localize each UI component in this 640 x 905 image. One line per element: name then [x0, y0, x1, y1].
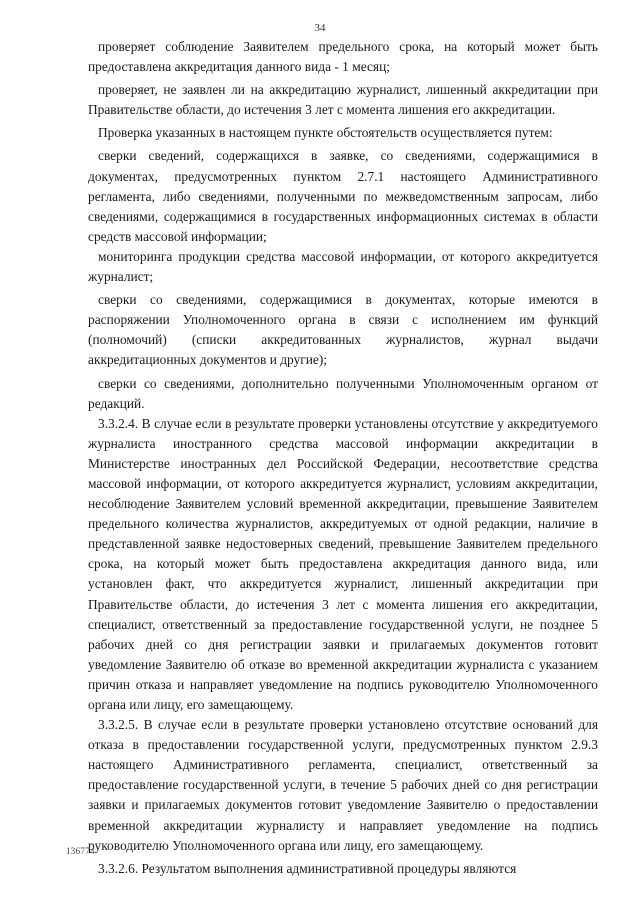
- paragraph: мониторинга продукции средства массовой информации, от которого аккредитуется журналист;: [88, 248, 598, 285]
- paragraph: проверяет, не заявлен ли на аккредитацию журналист, лишенный аккредитации при Правительстве области, до истечения 3 лет с момента лишения его аккредитации.: [88, 82, 598, 118]
- paragraph: сверки со сведениями, дополнительно полученными Уполномоченным органом от редакций.: [88, 375, 598, 411]
- document-code: 136774: [66, 846, 95, 856]
- document-body: [88, 37, 598, 879]
- paragraph: 3.3.2.5. В случае если в результате проверки установлено отсутствие оснований для отказа в предоставлении государственной услуги, предусмотренных пунктом 2.9.3 настоящего Административного регламента, специалист, ответственный за предоставление государственной услуги, в течение 5 рабочих дней со дня регистрации заявки и прилагаемых документов готовит уведомление Заявителю о предоставлении временной аккредитации журналисту и направляет уведомление на подпись руководителю Уполномоченного органа или лицу, его замещающему.: [88, 717, 598, 853]
- paragraph: 3.3.2.6. Результатом выполнения административной процедуры являются: [98, 860, 517, 876]
- paragraph: Проверка указанных в настоящем пункте обстоятельств осуществляется путем:: [98, 125, 553, 141]
- paragraph: сверки со сведениями, содержащимися в документах, которые имеются в распоряжении Уполномоченного органа в связи с исполнением им функций (полномочий) (списки аккредитованных журналистов, журнал выдачи аккредитационных документов и другие);: [88, 292, 598, 368]
- page-number: 34: [314, 22, 326, 34]
- paragraph: проверяет соблюдение Заявителем предельного срока, на который может быть предоставлена аккредитация данного вида - 1 месяц;: [88, 39, 598, 75]
- paragraph: сверки сведений, содержащихся в заявке, со сведениями, содержащимися в документах, предусмотренных пунктом 2.7.1 настоящего Административного регламента, либо сведениями, полученными по межведомственным запросам, либо сведениями, содержащимися в государственных информационных системах в области средств массовой информации;: [88, 148, 598, 244]
- paragraph: 3.3.2.4. В случае если в результате проверки установлены отсутствие у аккредитуемого журналиста иностранного средства массовой информации аккредитации в Министерстве иностранных дел Российской Федерации, несоответствие средства массовой информации, от которого аккредитуется журналист, условиям аккредитации, несоблюдение Заявителем условий временной аккредитации, превышение Заявителем предельного количества журналистов, аккредитуемых от одной редакции, наличие в представленной заявке недостоверных сведений, превышение Заявителем предельного срока, на который может быть предоставлена аккредитация данного вида, или установлен факт, что аккредитуется журналист, лишенный аккредитации при Правительстве области, до истечения 3 лет с момента лишения его аккредитации, специалист, ответственный за предоставление государственной услуги, не позднее 5 рабочих дней со дня регистрации заявки и прилагаемых документов готовит уведомление Заявителю об отказе во временной аккредитации журналиста с указанием причин отказа и направляет уведомление на подпись руководителю Уполномоченного органа или лицу, его замещающему.: [88, 415, 598, 712]
